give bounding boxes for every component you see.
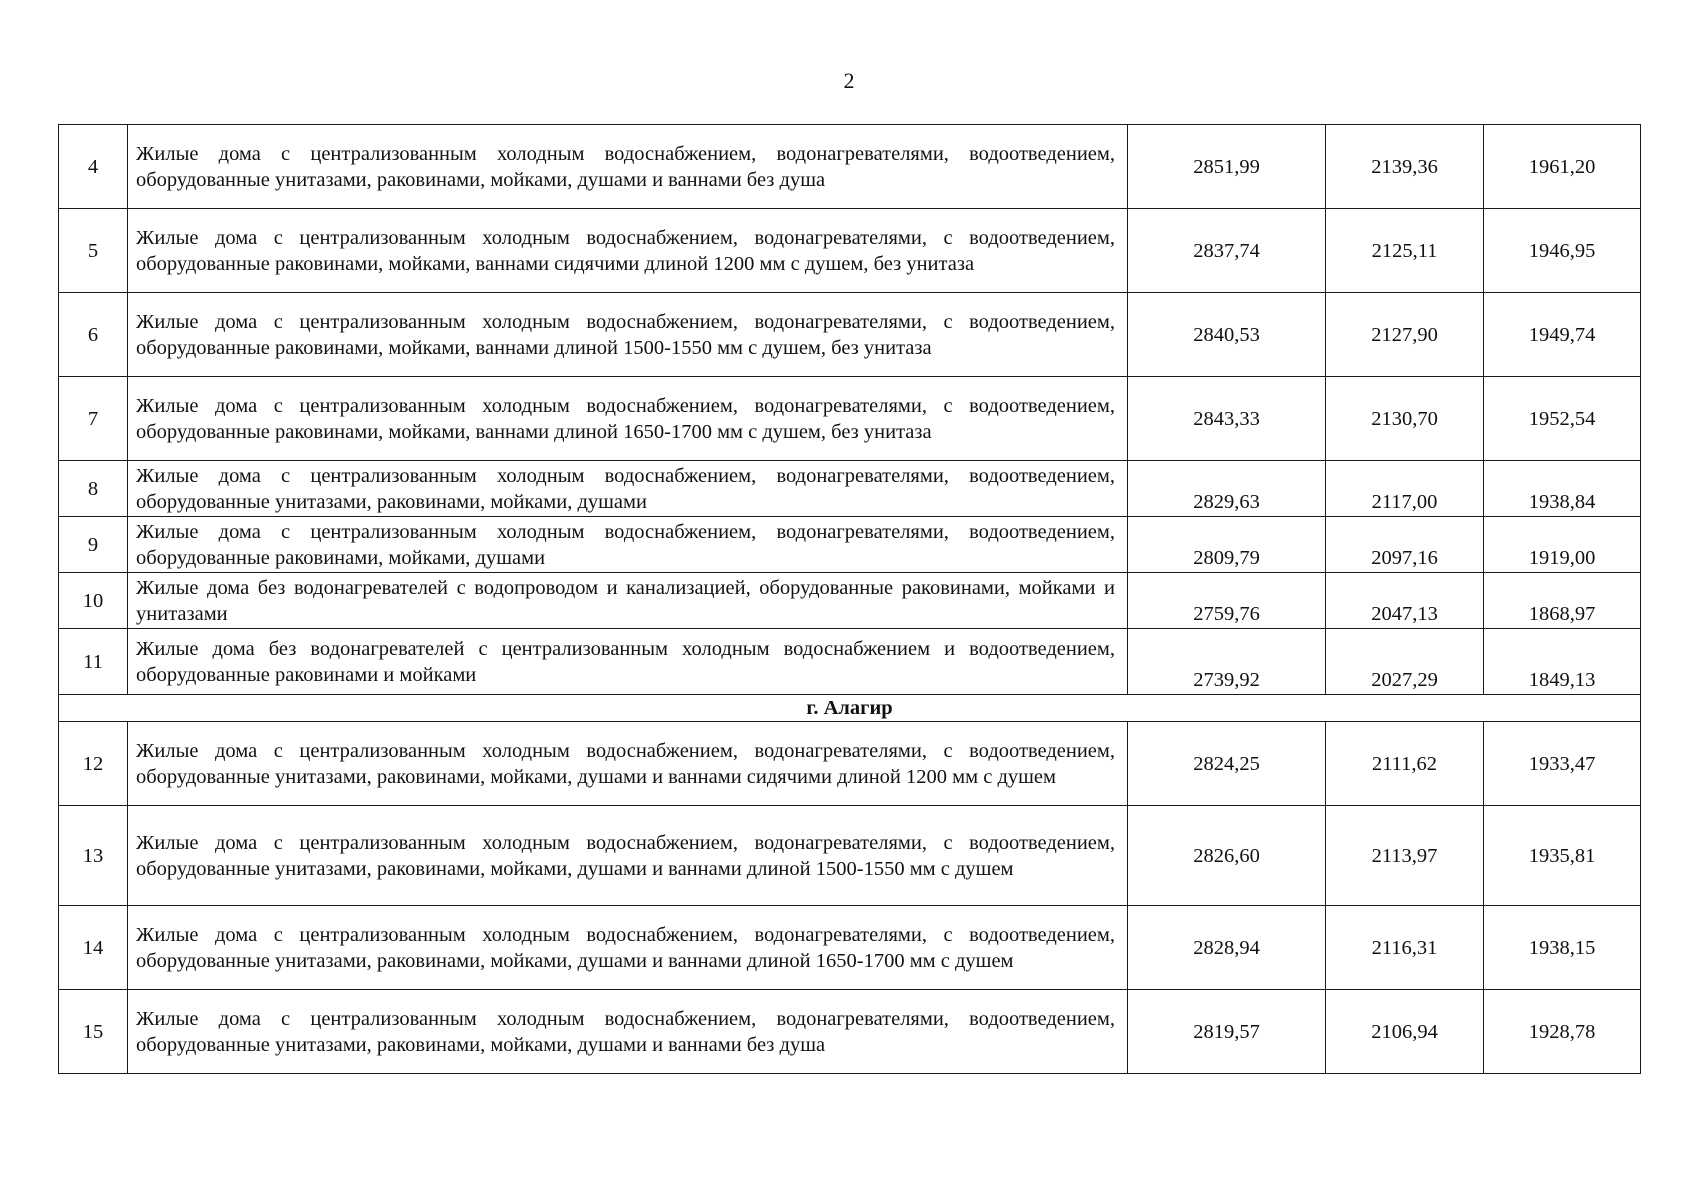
row-number: 7 bbox=[59, 377, 128, 461]
value-cell-1: 2843,33 bbox=[1128, 377, 1326, 461]
table-row bbox=[59, 517, 1641, 573]
value-cell-1: 2851,99 bbox=[1128, 125, 1326, 209]
value-cell-1: 2828,94 bbox=[1128, 906, 1326, 990]
value-cell-3: 1938,84 bbox=[1484, 461, 1641, 517]
row-description: Жилые дома с централизованным холодным водоснабжением, водонагревателями, с водоотведением, оборудованные раковинами, мойками, ваннами сидячими длиной 1200 мм с душем, без унитаза bbox=[128, 209, 1128, 293]
value-cell-3: 1952,54 bbox=[1484, 377, 1641, 461]
value-cell-2: 2027,29 bbox=[1326, 629, 1484, 695]
value-cell-2: 2113,97 bbox=[1326, 806, 1484, 906]
tariff-table-container bbox=[58, 124, 1640, 1074]
value-cell-2: 2139,36 bbox=[1326, 125, 1484, 209]
table-row bbox=[59, 629, 1641, 695]
value-cell-2: 2130,70 bbox=[1326, 377, 1484, 461]
row-number: 10 bbox=[59, 573, 128, 629]
row-description: Жилые дома с централизованным холодным водоснабжением, водонагревателями, водоотведением, оборудованные унитазами, раковинами, мойками, душами и ваннами без душа bbox=[128, 990, 1128, 1074]
value-cell-1: 2809,79 bbox=[1128, 517, 1326, 573]
value-cell-1: 2824,25 bbox=[1128, 722, 1326, 806]
value-cell-2: 2047,13 bbox=[1326, 573, 1484, 629]
value-cell-2: 2106,94 bbox=[1326, 990, 1484, 1074]
value-cell-2: 2111,62 bbox=[1326, 722, 1484, 806]
value-cell-1: 2840,53 bbox=[1128, 293, 1326, 377]
row-description: Жилые дома с централизованным холодным водоснабжением, водонагревателями, с водоотведением, оборудованные унитазами, раковинами, мойками, душами и ваннами длиной 1650-1700 мм с душем bbox=[128, 906, 1128, 990]
value-cell-2: 2117,00 bbox=[1326, 461, 1484, 517]
table-row bbox=[59, 209, 1641, 293]
row-number: 11 bbox=[59, 629, 128, 695]
row-number: 12 bbox=[59, 722, 128, 806]
row-number: 6 bbox=[59, 293, 128, 377]
value-cell-1: 2837,74 bbox=[1128, 209, 1326, 293]
value-cell-3: 1849,13 bbox=[1484, 629, 1641, 695]
value-cell-3: 1961,20 bbox=[1484, 125, 1641, 209]
table-row bbox=[59, 906, 1641, 990]
value-cell-3: 1935,81 bbox=[1484, 806, 1641, 906]
section-header-row bbox=[59, 695, 1641, 722]
row-description: Жилые дома с централизованным холодным водоснабжением, водонагревателями, с водоотведением, оборудованные раковинами, мойками, ваннами длиной 1650-1700 мм с душем, без унитаза bbox=[128, 377, 1128, 461]
section-title: г. Алагир bbox=[59, 695, 1641, 722]
value-cell-3: 1946,95 bbox=[1484, 209, 1641, 293]
table-row bbox=[59, 722, 1641, 806]
value-cell-1: 2819,57 bbox=[1128, 990, 1326, 1074]
value-cell-3: 1868,97 bbox=[1484, 573, 1641, 629]
row-number: 14 bbox=[59, 906, 128, 990]
row-description: Жилые дома без водонагревателей с централизованным холодным водоснабжением и водоотведением, оборудованные раковинами и мойками bbox=[128, 629, 1128, 695]
value-cell-2: 2125,11 bbox=[1326, 209, 1484, 293]
value-cell-3: 1949,74 bbox=[1484, 293, 1641, 377]
row-number: 9 bbox=[59, 517, 128, 573]
row-number: 4 bbox=[59, 125, 128, 209]
table-row bbox=[59, 377, 1641, 461]
row-description: Жилые дома без водонагревателей с водопроводом и канализацией, оборудованные раковинами, мойками и унитазами bbox=[128, 573, 1128, 629]
value-cell-1: 2759,76 bbox=[1128, 573, 1326, 629]
table-row bbox=[59, 125, 1641, 209]
value-cell-1: 2739,92 bbox=[1128, 629, 1326, 695]
value-cell-2: 2116,31 bbox=[1326, 906, 1484, 990]
table-row bbox=[59, 990, 1641, 1074]
row-description: Жилые дома с централизованным холодным водоснабжением, водонагревателями, с водоотведением, оборудованные унитазами, раковинами, мойками, душами и ваннами сидячими длиной 1200 мм с душем bbox=[128, 722, 1128, 806]
row-number: 15 bbox=[59, 990, 128, 1074]
row-description: Жилые дома с централизованным холодным водоснабжением, водонагревателями, водоотведением, оборудованные раковинами, мойками, душами bbox=[128, 517, 1128, 573]
row-description: Жилые дома с централизованным холодным водоснабжением, водонагревателями, водоотведением, оборудованные унитазами, раковинами, мойками, душами и ваннами без душа bbox=[128, 125, 1128, 209]
table-row bbox=[59, 293, 1641, 377]
tariff-table bbox=[58, 124, 1641, 1074]
row-number: 8 bbox=[59, 461, 128, 517]
page-number: 2 bbox=[843, 68, 855, 93]
table-row bbox=[59, 573, 1641, 629]
row-description: Жилые дома с централизованным холодным водоснабжением, водонагревателями, с водоотведением, оборудованные унитазами, раковинами, мойками, душами и ваннами длиной 1500-1550 мм с душем bbox=[128, 806, 1128, 906]
value-cell-3: 1933,47 bbox=[1484, 722, 1641, 806]
row-number: 13 bbox=[59, 806, 128, 906]
table-row bbox=[59, 461, 1641, 517]
row-description: Жилые дома с централизованным холодным водоснабжением, водонагревателями, с водоотведением, оборудованные раковинами, мойками, ваннами длиной 1500-1550 мм с душем, без унитаза bbox=[128, 293, 1128, 377]
value-cell-2: 2127,90 bbox=[1326, 293, 1484, 377]
value-cell-1: 2829,63 bbox=[1128, 461, 1326, 517]
value-cell-3: 1928,78 bbox=[1484, 990, 1641, 1074]
row-description: Жилые дома с централизованным холодным водоснабжением, водонагревателями, водоотведением, оборудованные унитазами, раковинами, мойками, душами bbox=[128, 461, 1128, 517]
value-cell-1: 2826,60 bbox=[1128, 806, 1326, 906]
value-cell-3: 1919,00 bbox=[1484, 517, 1641, 573]
row-number: 5 bbox=[59, 209, 128, 293]
value-cell-3: 1938,15 bbox=[1484, 906, 1641, 990]
value-cell-2: 2097,16 bbox=[1326, 517, 1484, 573]
table-row bbox=[59, 806, 1641, 906]
